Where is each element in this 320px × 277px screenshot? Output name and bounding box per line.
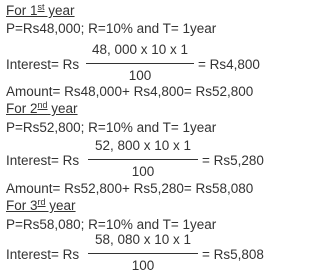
year3-interest-label: Interest= Rs bbox=[6, 247, 80, 262]
year1-given: P=Rs48,000; R=10% and T= 1year bbox=[6, 21, 217, 36]
year1-interest-result: = Rs4,800 bbox=[198, 57, 260, 72]
year3-fraction-bar bbox=[88, 253, 198, 254]
year2-fraction-bar bbox=[88, 159, 198, 160]
year2-fraction-numerator: 52, 800 x 10 x 1 bbox=[94, 138, 192, 153]
year3-given: P=Rs58,080; R=10% and T= 1year bbox=[6, 217, 217, 232]
year1-fraction-denominator: 100 bbox=[128, 68, 152, 83]
year3-heading bbox=[6, 199, 76, 213]
year3-heading-suffix: year bbox=[45, 198, 76, 213]
year2-interest-result: = Rs5,280 bbox=[202, 153, 264, 168]
year1-heading-ordinal: st bbox=[37, 2, 45, 12]
year2-heading bbox=[6, 102, 78, 116]
year2-heading-prefix: For 2 bbox=[6, 101, 38, 116]
year1-heading-suffix: year bbox=[44, 3, 75, 18]
year2-fraction-denominator: 100 bbox=[131, 164, 155, 179]
year1-fraction-bar bbox=[86, 63, 194, 64]
year3-fraction-denominator: 100 bbox=[131, 258, 155, 273]
year3-fraction-numerator: 58, 080 x 10 x 1 bbox=[94, 232, 192, 247]
year2-heading-ordinal: nd bbox=[37, 100, 48, 110]
year3-heading-prefix: For 3 bbox=[6, 198, 38, 213]
year1-interest-label: Interest= Rs bbox=[6, 57, 80, 72]
year1-heading bbox=[6, 4, 75, 18]
year2-heading-suffix: year bbox=[47, 101, 78, 116]
year2-interest-label: Interest= Rs bbox=[6, 153, 80, 168]
year1-amount: Amount= Rs48,000+ Rs4,800= Rs52,800 bbox=[6, 84, 254, 99]
year1-fraction-numerator: 48, 000 x 10 x 1 bbox=[91, 42, 189, 57]
year3-heading-ordinal: rd bbox=[37, 197, 46, 207]
year2-given: P=Rs52,800; R=10% and T= 1year bbox=[6, 120, 217, 135]
year2-amount: Amount= Rs52,800+ Rs5,280= Rs58,080 bbox=[6, 181, 254, 196]
year3-interest-result: = Rs5,808 bbox=[202, 247, 264, 262]
year1-heading-prefix: For 1 bbox=[6, 3, 38, 18]
